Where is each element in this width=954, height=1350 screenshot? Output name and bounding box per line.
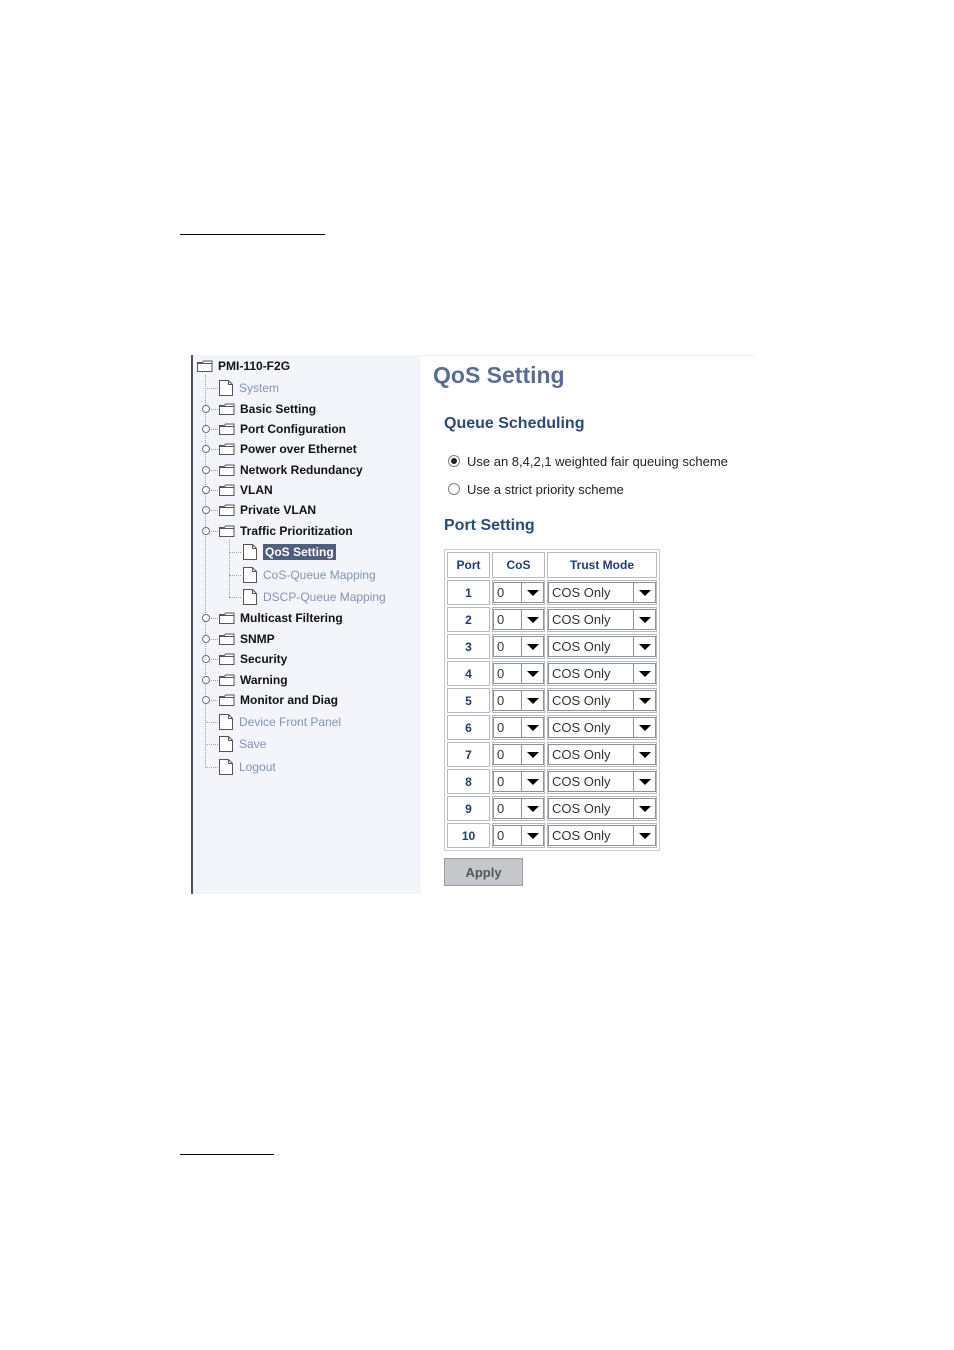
trust-mode-cell	[547, 661, 657, 686]
chevron-down-icon[interactable]	[633, 691, 655, 710]
expand-toggle-icon[interactable]	[202, 466, 210, 474]
tree-connector	[229, 575, 241, 576]
cos-select[interactable]	[493, 690, 544, 711]
radio-button-checked[interactable]	[448, 455, 460, 467]
folder-icon	[219, 423, 235, 435]
trust-mode-select[interactable]	[548, 744, 656, 765]
port-number: 4	[447, 661, 490, 686]
chevron-down-icon[interactable]	[521, 583, 543, 602]
folder-icon	[219, 443, 235, 455]
cos-value: 0	[497, 747, 505, 762]
expand-toggle-icon[interactable]	[202, 486, 210, 494]
trust-mode-cell	[547, 634, 657, 659]
chevron-down-icon[interactable]	[521, 772, 543, 791]
cos-select[interactable]	[493, 663, 544, 684]
trust-mode-select[interactable]	[548, 825, 656, 846]
port-setting-table	[444, 549, 660, 851]
page-icon	[219, 714, 233, 730]
table-header-row	[447, 552, 657, 578]
tree-item-label: Device Front Panel	[239, 715, 342, 729]
tree-item-label: Monitor and Diag	[240, 693, 338, 707]
folder-icon	[219, 653, 235, 665]
screenshot-panel	[191, 355, 755, 894]
radio-label: Use an 8,4,2,1 weighted fair queuing scheme	[467, 453, 728, 469]
tree-item-device-front-panel[interactable]	[219, 713, 341, 731]
folder-icon	[219, 674, 235, 686]
tree-item-monitor-and-diag[interactable]	[219, 691, 338, 709]
expand-toggle-icon[interactable]	[202, 676, 210, 684]
folder-icon	[219, 464, 235, 476]
trust-mode-cell	[547, 688, 657, 713]
chevron-down-icon[interactable]	[633, 718, 655, 737]
tree-connector	[205, 744, 218, 745]
expand-toggle-icon[interactable]	[202, 635, 210, 643]
port-number: 1	[447, 580, 490, 605]
chevron-down-icon[interactable]	[521, 826, 543, 845]
tree-item-label: CoS-Queue Mapping	[263, 568, 376, 582]
trust-mode-cell	[547, 796, 657, 821]
cos-value: 0	[497, 666, 505, 681]
cos-cell	[492, 688, 545, 713]
cos-select[interactable]	[493, 798, 544, 819]
tree-item-label: PMI-110-F2G	[218, 359, 291, 373]
expand-toggle-icon[interactable]	[202, 405, 210, 413]
port-number: 5	[447, 688, 490, 713]
tree-item-qos-setting[interactable]	[243, 543, 336, 561]
page-icon	[243, 544, 257, 560]
folder-icon	[219, 633, 235, 645]
trust-mode-value: COS Only	[552, 585, 611, 600]
table-row	[447, 661, 657, 686]
column-header-port: Port	[447, 552, 490, 578]
cos-cell	[492, 661, 545, 686]
column-header-trust-mode: Trust Mode	[547, 552, 657, 578]
port-number: 6	[447, 715, 490, 740]
chevron-down-icon[interactable]	[521, 610, 543, 629]
trust-mode-cell	[547, 823, 657, 848]
tree-item-label: SNMP	[240, 632, 275, 646]
trust-mode-value: COS Only	[552, 828, 611, 843]
expand-toggle-icon[interactable]	[202, 527, 210, 535]
table-row	[447, 607, 657, 632]
tree-item-security[interactable]	[219, 650, 287, 668]
trust-mode-value: COS Only	[552, 801, 611, 816]
tree-item-label: Logout	[239, 760, 276, 774]
trust-mode-value: COS Only	[552, 774, 611, 789]
tree-connector	[205, 722, 218, 723]
port-number: 9	[447, 796, 490, 821]
table-row	[447, 688, 657, 713]
tree-item-label: Power over Ethernet	[240, 442, 357, 456]
page-icon	[243, 589, 257, 605]
tree-item-port-configuration[interactable]	[219, 420, 346, 438]
cos-cell	[492, 634, 545, 659]
page-icon	[219, 736, 233, 752]
chevron-down-icon[interactable]	[521, 718, 543, 737]
chevron-down-icon[interactable]	[633, 610, 655, 629]
expand-toggle-icon[interactable]	[202, 614, 210, 622]
table-row	[447, 796, 657, 821]
cos-value: 0	[497, 801, 505, 816]
chevron-down-icon[interactable]	[521, 799, 543, 818]
cos-value: 0	[497, 693, 505, 708]
chevron-down-icon[interactable]	[521, 691, 543, 710]
page-icon	[219, 380, 233, 396]
tree-item-snmp[interactable]	[219, 630, 275, 648]
trust-mode-select[interactable]	[548, 771, 656, 792]
trust-mode-select[interactable]	[548, 582, 656, 603]
folder-icon	[219, 525, 235, 537]
folder-icon	[219, 504, 235, 516]
cos-select[interactable]	[493, 744, 544, 765]
table-row	[447, 742, 657, 767]
tree-item-label: Warning	[240, 673, 288, 687]
tree-item-cos-queue-mapping[interactable]	[243, 566, 376, 584]
expand-toggle-icon[interactable]	[202, 425, 210, 433]
tree-item-label: Network Redundancy	[240, 463, 363, 477]
cos-select[interactable]	[493, 582, 544, 603]
tree-item-power-over-ethernet[interactable]	[219, 440, 357, 458]
page-title: QoS Setting	[433, 362, 565, 388]
trust-mode-value: COS Only	[552, 693, 611, 708]
trust-mode-select[interactable]	[548, 636, 656, 657]
folder-icon	[197, 360, 213, 372]
port-number: 2	[447, 607, 490, 632]
cos-value: 0	[497, 774, 505, 789]
chevron-down-icon[interactable]	[521, 637, 543, 656]
tree-item-label: Save	[239, 737, 267, 751]
chevron-down-icon[interactable]	[633, 745, 655, 764]
cos-value: 0	[497, 639, 505, 654]
tree-item-label: Basic Setting	[240, 402, 317, 416]
tree-connector	[205, 375, 206, 767]
cos-value: 0	[497, 585, 505, 600]
expand-toggle-icon[interactable]	[202, 445, 210, 453]
navigation-tree	[191, 355, 421, 894]
queue-scheduling-heading: Queue Scheduling	[444, 415, 585, 432]
trust-mode-select[interactable]	[548, 609, 656, 630]
page-icon	[243, 567, 257, 583]
folder-icon	[219, 484, 235, 496]
tree-item-warning[interactable]	[219, 671, 288, 689]
chevron-down-icon[interactable]	[633, 583, 655, 602]
radio-label: Use a strict priority scheme	[467, 481, 624, 497]
port-number: 8	[447, 769, 490, 794]
tree-item-vlan[interactable]	[219, 481, 273, 499]
port-number: 7	[447, 742, 490, 767]
folder-icon	[219, 694, 235, 706]
trust-mode-select[interactable]	[548, 690, 656, 711]
chevron-down-icon[interactable]	[633, 799, 655, 818]
table-row	[447, 634, 657, 659]
trust-mode-select[interactable]	[548, 798, 656, 819]
radio-button[interactable]	[448, 483, 460, 495]
port-number: 3	[447, 634, 490, 659]
tree-item-label: VLAN	[240, 483, 273, 497]
expand-toggle-icon[interactable]	[202, 506, 210, 514]
tree-item-save[interactable]	[219, 735, 266, 753]
trust-mode-value: COS Only	[552, 720, 611, 735]
trust-mode-select[interactable]	[548, 717, 656, 738]
expand-toggle-icon[interactable]	[202, 655, 210, 663]
trust-mode-value: COS Only	[552, 639, 611, 654]
trust-mode-select[interactable]	[548, 663, 656, 684]
bottom-divider	[180, 1154, 274, 1155]
trust-mode-value: COS Only	[552, 612, 611, 627]
tree-connector	[205, 767, 218, 768]
radio-weighted-fair[interactable]	[448, 452, 728, 470]
tree-item-label: QoS Setting	[265, 545, 334, 559]
tree-item-label: Private VLAN	[240, 503, 317, 517]
tree-item-traffic-prioritization[interactable]	[219, 522, 353, 540]
table-row	[447, 580, 657, 605]
cos-cell	[492, 742, 545, 767]
chevron-down-icon[interactable]	[633, 772, 655, 791]
top-divider	[180, 234, 325, 235]
folder-icon	[219, 403, 235, 415]
main-content	[421, 355, 755, 894]
page-icon	[219, 759, 233, 775]
chevron-down-icon[interactable]	[521, 745, 543, 764]
tree-item-label: DSCP-Queue Mapping	[263, 590, 386, 604]
tree-connector	[205, 388, 218, 389]
tree-item-network-redundancy[interactable]	[219, 461, 363, 479]
tree-item-multicast-filtering[interactable]	[219, 609, 343, 627]
tree-item-dscp-queue-mapping[interactable]	[243, 588, 386, 606]
tree-item-label: Multicast Filtering	[240, 611, 343, 625]
chevron-down-icon[interactable]	[633, 826, 655, 845]
apply-button[interactable]: Apply	[444, 858, 523, 886]
tree-connector	[229, 552, 241, 553]
cos-select[interactable]	[493, 825, 544, 846]
trust-mode-cell	[547, 742, 657, 767]
cos-select[interactable]	[493, 609, 544, 630]
table-row	[447, 823, 657, 848]
cos-select[interactable]	[493, 636, 544, 657]
radio-strict-priority[interactable]	[448, 480, 624, 498]
table-row	[447, 769, 657, 794]
tree-item-label: Port Configuration	[240, 422, 346, 436]
port-setting-heading: Port Setting	[444, 517, 535, 534]
tree-item-system[interactable]	[219, 379, 279, 397]
tree-connector	[229, 540, 230, 597]
tree-item-label: Traffic Prioritization	[240, 524, 353, 538]
chevron-down-icon[interactable]	[521, 664, 543, 683]
trust-mode-value: COS Only	[552, 666, 611, 681]
table-row	[447, 715, 657, 740]
trust-mode-cell	[547, 607, 657, 632]
trust-mode-value: COS Only	[552, 747, 611, 762]
trust-mode-cell	[547, 769, 657, 794]
expand-toggle-icon[interactable]	[202, 696, 210, 704]
tree-root[interactable]	[197, 357, 290, 375]
cos-cell	[492, 769, 545, 794]
cos-value: 0	[497, 828, 505, 843]
tree-item-logout[interactable]	[219, 758, 276, 776]
chevron-down-icon[interactable]	[633, 664, 655, 683]
tree-connector	[229, 597, 241, 598]
cos-cell	[492, 580, 545, 605]
tree-item-label: Security	[240, 652, 288, 666]
cos-select[interactable]	[493, 771, 544, 792]
tree-item-label: System	[239, 381, 280, 395]
tree-item-basic-setting[interactable]	[219, 400, 316, 418]
cos-cell	[492, 796, 545, 821]
cos-cell	[492, 607, 545, 632]
cos-cell	[492, 823, 545, 848]
cos-cell	[492, 715, 545, 740]
tree-item-private-vlan[interactable]	[219, 501, 316, 519]
port-number: 10	[447, 823, 490, 848]
chevron-down-icon[interactable]	[633, 637, 655, 656]
trust-mode-cell	[547, 580, 657, 605]
folder-icon	[219, 612, 235, 624]
column-header-cos: CoS	[492, 552, 545, 578]
cos-value: 0	[497, 720, 505, 735]
cos-value: 0	[497, 612, 505, 627]
trust-mode-cell	[547, 715, 657, 740]
cos-select[interactable]	[493, 717, 544, 738]
